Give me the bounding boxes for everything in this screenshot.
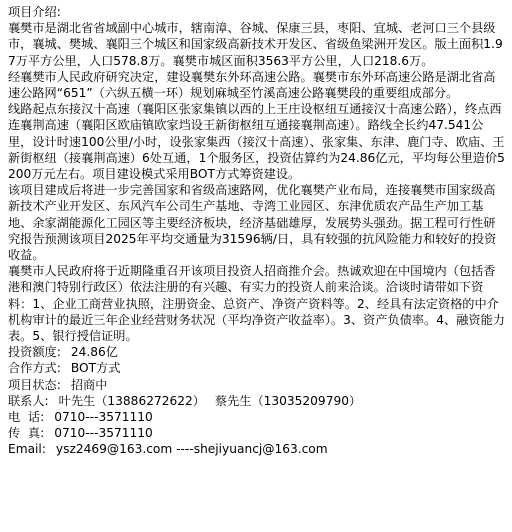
contact-person-ye: 叶先生（13886272622） (58, 393, 205, 408)
intro-heading: 项目介绍: (8, 5, 61, 19)
paragraph-route-description: 线路起点东接汉十高速（襄阳区张家集镇以西的上王庄设枢纽互通接汉十高速公路），终点西连襄荆高速（襄阳区欧庙镇欧家垱设王新街枢纽互通接襄荆高速）。路线全长约47.541公里，设计时速100公里/小时，设张家集西（接汉十高速）、张家集、东津、鹿门寺、欧庙、王新街枢纽（接襄荆高速）6处互通，1个服务区，投资估算约为24.86亿元，平均每公里造价5200万元左右。项目建设模式采用BOT方式筹资建设。 (8, 102, 505, 182)
paragraph-project-benefits: 该项目建成后将进一步完善国家和省级高速路网，优化襄樊产业布局，连接襄樊市国家级高新技术产业开发区、东风汽车公司生产基地、寺湾工业园区、东津优质农产品生产加工基地、余家湖能源化工园区等主要经济板块，经济基础雄厚，发展势头强劲。据工程可行性研究报告预测该项目2025年平均交通量为31596辆/日，具有较强的抗风险能力和较好的投资收益。 (8, 183, 497, 263)
project-details (8, 344, 506, 457)
status-label: 项目状态: (8, 377, 61, 392)
contact-label: 联系人: (8, 393, 49, 408)
contact-person-cai: 蔡先生（13035209790） (214, 393, 362, 408)
investment-row (8, 344, 506, 360)
investment-value: 24.86亿 (70, 345, 118, 360)
contact-row (8, 393, 506, 409)
cooperation-label: 合作方式: (8, 361, 61, 376)
email-value: ysz2469@163.com ----shejiyuancj@163.com (55, 442, 328, 457)
paragraph-city-overview: 襄樊市是湖北省省域副中心城市，辖南漳、谷城、保康三县，枣阳、宜城、老河口三个县级市，襄城、樊城、襄阳三个城区和国家级高新技术开发区、省级鱼梁洲开发区。版土面积1.97万平方公里，人口578.8万。襄樊市城区面积3563平方公里，人口218.6万。 (8, 21, 503, 68)
status-row (8, 377, 506, 393)
fax-value: 0710---3571110 (54, 426, 153, 441)
investment-label: 投资额度: (8, 345, 61, 360)
phone-row (8, 409, 506, 425)
phone-value: 0710---3571110 (54, 410, 153, 425)
fax-row (8, 425, 506, 441)
status-value: 招商中 (70, 377, 108, 392)
cooperation-value: BOT方式 (70, 361, 121, 376)
fax-label: 传 真: (8, 426, 45, 441)
paragraph-project-decision: 经襄樊市人民政府研究决定，建设襄樊东外环高速公路。襄樊市东外环高速公路是湖北省高速公路网“651”（六纵五横一环）规划麻城至竹溪高速公路襄樊段的重要组成部分。 (8, 69, 496, 101)
paragraph-investment-invitation: 襄樊市人民政府将于近期隆重召开该项目投资人招商推介会。热诚欢迎在中国境内（包括香港和澳门特别行政区）依法注册的有兴趣、有实力的投资人前来洽谈。洽谈时请带如下资料：1、企业工商营业执照，注册资金、总资产、净资产资料等。2、经具有法定资格的中介机构审计的最近三年企业经营财务状况（平均净资产收益率）。3、资产负债率。4、融资能力表。5、银行授信证明。 (8, 264, 505, 344)
cooperation-row (8, 360, 506, 376)
email-label: Email: (8, 442, 46, 457)
phone-label: 电 话: (8, 410, 45, 425)
email-row (8, 441, 506, 457)
